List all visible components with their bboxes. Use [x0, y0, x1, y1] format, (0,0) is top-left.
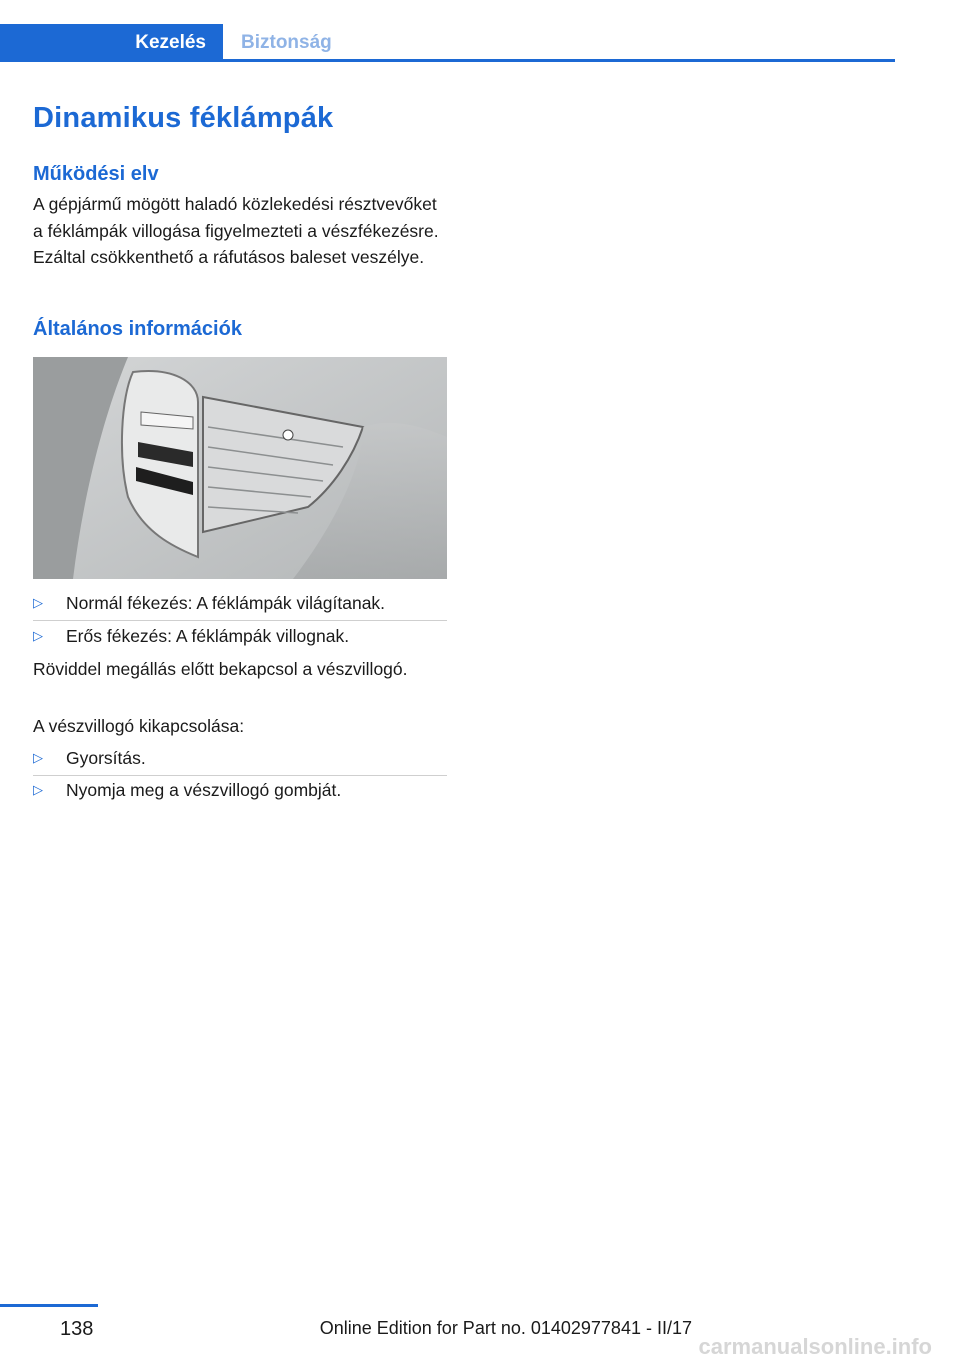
nav-underline	[0, 59, 895, 62]
tab-biztonsag[interactable]: Biztonság	[241, 32, 332, 53]
list-item: ▷ Erős fékezés: A féklámpák villognak.	[33, 623, 349, 649]
list-item: ▷ Nyomja meg a vészvillogó gombját.	[33, 777, 341, 803]
page-title: Dinamikus féklámpák	[33, 102, 334, 134]
top-nav	[0, 24, 895, 62]
section-title-working-principle: Működési elv	[33, 163, 159, 185]
watermark: carmanualsonline.info	[698, 1334, 932, 1359]
paragraph-switch-off: A vészvillogó kikapcsolása:	[33, 716, 245, 736]
list-item: ▷ Gyorsítás.	[33, 745, 146, 771]
section-body-working-principle: A gépjármű mögött haladó közlekedési résztvevőket a féklámpák villogása figyelmezteti a vészfékezésre. Ezáltal csökkenthető a ráfutásos baleset veszélye.	[33, 194, 439, 267]
triangle-bullet-icon: ▷	[33, 595, 43, 610]
list-item: ▷ Normál fékezés: A féklámpák világítanak.	[33, 590, 385, 616]
triangle-bullet-icon: ▷	[33, 750, 43, 765]
paragraph-hazard-lights: Röviddel megállás előtt bekapcsol a vészvillogó.	[33, 659, 408, 679]
page-number: 138	[60, 1318, 94, 1340]
edition-note: Online Edition for Part no. 01402977841 - II/17	[319, 1318, 692, 1338]
triangle-bullet-icon: ▷	[33, 628, 43, 643]
triangle-bullet-icon: ▷	[33, 782, 43, 797]
divider	[33, 775, 447, 776]
section-title-general-info: Általános információk	[33, 318, 242, 340]
page-number-rule	[0, 1304, 98, 1307]
tail-light-illustration	[33, 357, 447, 579]
divider	[33, 620, 447, 621]
tab-kezeles[interactable]: Kezelés	[0, 24, 223, 62]
